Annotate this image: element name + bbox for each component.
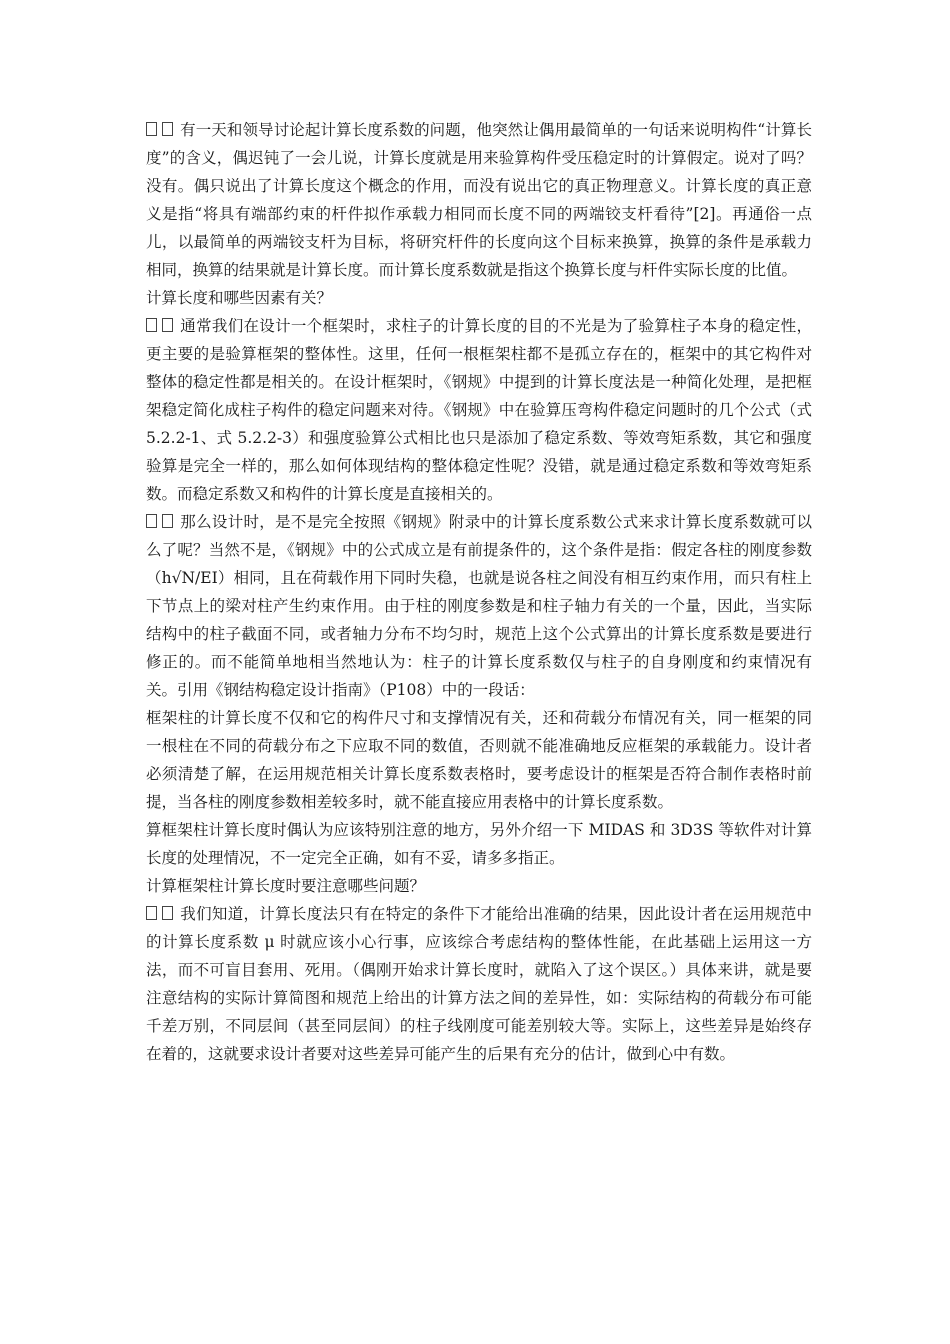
paragraph-6-text: 我们知道，计算长度法只有在特定的条件下才能给出准确的结果，因此设计者在运用规范中的计算长度系数 μ 时就应该小心行事，应该综合考虑结构的整体性能，在此基础上运用这一方法，而不可盲目套用、死用。（偶刚开始求计算长度时，就陷入了这个误区。）具体来讲，就是要注意结构的实际计算简图和规范上给出的计算方法之间的差异性，如：实际结构的荷载分布可能千差万别，不同层间（甚至同层间）的柱子线刚度可能差别较大等。实际上，这些差异是始终存在着的，这就要求设计者要对这些差异可能产生的后果有充分的估计，做到心中有数。 bbox=[146, 905, 812, 1063]
indent-marker-icon bbox=[146, 513, 180, 531]
paragraph-1-text: 有一天和领导讨论起计算长度系数的问题，他突然让偶用最简单的一句话来说明构件“计算长度”的含义，偶迟钝了一会儿说，计算长度就是用来验算构件受压稳定时的计算假定。说对了吗？没有。偶只说出了计算长度这个概念的作用，而没有说出它的真正物理意义。计算长度的真正意义是指“将具有端部约束的杆件拟作承载力相同而长度不同的两端铰支杆看待”[2]。再通俗一点儿，以最简单的两端铰支杆为目标，将研究杆件的长度向这个目标来换算，换算的条件是承载力相同，换算的结果就是计算长度。而计算长度系数就是指这个换算长度与杆件实际长度的比值。 bbox=[146, 121, 812, 279]
paragraph-2-text: 通常我们在设计一个框架时，求柱子的计算长度的目的不光是为了验算柱子本身的稳定性，更主要的是验算框架的整体性。这里，任何一根框架柱都不是孤立存在的，框架中的其它构件对整体的稳定性都是相关的。在设计框架时，《钢规》中提到的计算长度法是一种简化处理，是把框架稳定简化成柱子构件的稳定问题来对待。《钢规》中在验算压弯构件稳定问题时的几个公式（式 5.2.2-1、式 5.2.2-3）和强度验算公式相比也只是添加了稳定系数、等效弯矩系数，其它和强度验算是完全一样的，那么如何体现结构的整体稳定性呢？没错，就是通过稳定系数和等效弯矩系数。而稳定系数又和构件的计算长度是直接相关的。 bbox=[146, 317, 812, 503]
paragraph-3 bbox=[146, 508, 812, 704]
paragraph-3-text: 那么设计时，是不是完全按照《钢规》附录中的计算长度系数公式来求计算长度系数就可以么了呢？当然不是，《钢规》中的公式成立是有前提条件的，这个条件是指：假定各柱的刚度参数（h√N/EI）相同，且在荷载作用下同时失稳，也就是说各柱之间没有相互约束作用，而只有柱上下节点上的梁对柱产生约束作用。由于柱的刚度参数是和柱子轴力有关的一个量，因此，当实际结构中的柱子截面不同，或者轴力分布不均匀时，规范上这个公式算出的计算长度系数是要进行修正的。而不能简单地相当然地认为：柱子的计算长度系数仅与柱子的自身刚度和约束情况有关。引用《钢结构稳定设计指南》（P108）中的一段话： bbox=[146, 513, 812, 699]
paragraph-5: 算框架柱计算长度时偶认为应该特别注意的地方，另外介绍一下 MIDAS 和 3D3S 等软件对计算长度的处理情况，不一定完全正确，如有不妥，请多多指正。 bbox=[146, 821, 812, 867]
indent-marker-icon bbox=[146, 121, 180, 139]
paragraph-1 bbox=[146, 116, 812, 284]
section-heading-factors: 计算长度和哪些因素有关？ bbox=[146, 289, 333, 307]
section-heading-notes: 计算框架柱计算长度时要注意哪些问题？ bbox=[146, 877, 426, 895]
document-body bbox=[146, 116, 812, 1068]
quote-paragraph: 框架柱的计算长度不仅和它的构件尺寸和支撑情况有关，还和荷载分布情况有关，同一框架的同一根柱在不同的荷载分布之下应取不同的数值，否则就不能准确地反应框架的承载能力。设计者必须清楚了解，在运用规范相关计算长度系数表格时，要考虑设计的框架是否符合制作表格时前提，当各柱的刚度参数相差较多时，就不能直接应用表格中的计算长度系数。 bbox=[146, 709, 812, 811]
paragraph-2 bbox=[146, 312, 812, 508]
indent-marker-icon bbox=[146, 905, 180, 923]
paragraph-6 bbox=[146, 900, 812, 1068]
indent-marker-icon bbox=[146, 317, 180, 335]
